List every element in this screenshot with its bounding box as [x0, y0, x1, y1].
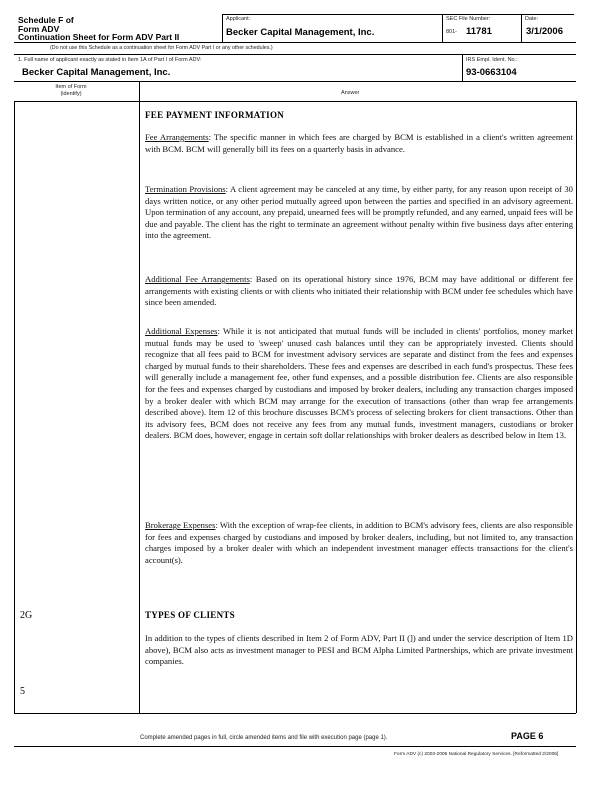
divider [14, 81, 576, 82]
divider [14, 54, 576, 55]
additional-fee-text: : Based on its operational history since 1976, BCM may have additional or different fee arrangements with existing clients or with clients who initiated their relationship with BCM under fee schedules which have since been amended. [145, 274, 573, 308]
title-line-1: Schedule F of [18, 15, 74, 25]
divider [521, 14, 522, 42]
termination-text: : A client agreement may be canceled at any time, by either party, for any reason upon receipt of 30 days written notice, or any other period mutually agreed upon between the parties and specified in an advisory agreement. Upon termination of any account, any prepaid, unearned fees will be promptly refunded, and any earned, unpaid fees will be due and payable. The client has the right to terminate an agreement without penalty within five business days after entering into the agreement. [145, 184, 573, 241]
full-name-value: Becker Capital Management, Inc. [22, 67, 171, 78]
fee-arrangements-paragraph [145, 132, 573, 155]
irs-value: 93-0663104 [466, 67, 517, 78]
date-label: Date: [525, 16, 539, 22]
schedule-title [18, 16, 228, 42]
fee-payment-title: FEE PAYMENT INFORMATION [145, 110, 285, 120]
additional-expenses-text: : While it is not anticipated that mutual funds will be included in clients' portfolios, money market mutual funds may be used to 'sweep' unused cash balances until they can be appropriately invested. Clients should recognize that all fees paid to BCM for investment advisory services are separate and distinct from the fees and expenses charged by mutual funds to their shareholders. These fees and expenses are described in each fund's prospectus. These fees will generally include a management fee, other fund expenses, and a possible distribution fee. Clients are also responsible for the fees and expenses charged by custodians and imposed by broker dealers, including any transaction charges imposed by a broker dealer with which BCM may arrange for the execution of transactions (other than wrap fee arrangements described above). Item 12 of this brochure discusses BCM's process of selecting brokers for client transactions. Other than its advisory fees, BCM does not receive any fees from any mutual funds, investment managers, custodians or broker dealers. BCM does, however, engage in certain soft dollar relationships with broker dealers as described below in Item 13. [145, 326, 573, 441]
types-of-clients-title: TYPES OF CLIENTS [145, 610, 235, 620]
brokerage-expenses-heading: Brokerage Expenses [145, 520, 216, 530]
footer-copyright: Form ADV (c) 2003-2006 National Regulatory Services. [Reformatted 2/2006] [394, 752, 559, 757]
applicant-name: Becker Capital Management, Inc. [226, 27, 375, 38]
item-column-header: Item of Form (identify) [55, 84, 87, 97]
fee-arrangements-heading: Fee Arrangements [145, 132, 209, 142]
divider [222, 14, 574, 15]
date-value: 3/1/2006 [526, 26, 563, 37]
table-left-border [14, 101, 15, 713]
table-right-border [576, 101, 577, 713]
additional-fee-paragraph [145, 274, 573, 309]
divider [222, 14, 223, 42]
termination-heading: Termination Provisions [145, 184, 226, 194]
sec-file-label: SEC File Number: [446, 16, 491, 22]
footer-instruction: Complete amended pages in full, circle amended items and file with execution page (page 1). [140, 735, 388, 741]
item-5-label: 5 [20, 686, 25, 697]
divider [14, 746, 576, 747]
answer-column-header: Answer [341, 90, 360, 96]
item-2g-label: 2G [20, 610, 33, 621]
applicant-label: Applicant: [226, 16, 251, 22]
types-of-clients-paragraph: In addition to the types of clients described in Item 2 of Form ADV, Part II (]) and under the service description of Item 1D above), BCM also acts as investment manager to PESI and BCM Alpha Limited Partnerships, which are private investment companies. [145, 633, 573, 667]
table-column-divider [139, 81, 140, 713]
divider [14, 42, 576, 43]
additional-fee-heading: Additional Fee Arrangements [145, 274, 250, 284]
divider [14, 101, 576, 102]
additional-expenses-paragraph [145, 326, 573, 442]
title-line-3: Continuation Sheet for Form ADV Part II [18, 32, 180, 43]
additional-expenses-heading: Additional Expenses [145, 326, 218, 336]
fee-arrangements-text: : The specific manner in which fees are charged by BCM is established in a client's written agreement with BCM. BCM will generally bill its fees on a quarterly basis in advance. [145, 132, 573, 154]
instruction-text: (Do not use this Schedule as a continuation sheet for Form ADV Part I or any other schedules.) [50, 45, 273, 51]
divider [462, 54, 463, 81]
irs-label: IRS Empl. Ident. No.: [466, 57, 518, 63]
brokerage-expenses-text: : With the exception of wrap-fee clients, in addition to BCM's advisory fees, clients are also responsible for fees and expenses charged by custodians and imposed by broker dealers, including, but not limited to, any transaction charges imposed by a broker dealer with which an independent investment manager effects transactions for the client's account(s). [145, 520, 573, 565]
sec-file-prefix: 801- [446, 29, 458, 35]
brokerage-expenses-paragraph [145, 520, 573, 566]
page-number: PAGE 6 [511, 731, 544, 741]
sec-file-number: 11781 [466, 26, 492, 37]
divider [442, 14, 443, 42]
full-name-label: 1. Full name of applicant exactly as stated in Item 1A of Part I of Form ADV: [18, 57, 202, 63]
termination-paragraph [145, 184, 573, 242]
title-line-2: Form ADV [18, 23, 60, 34]
table-bottom-border [14, 713, 576, 714]
